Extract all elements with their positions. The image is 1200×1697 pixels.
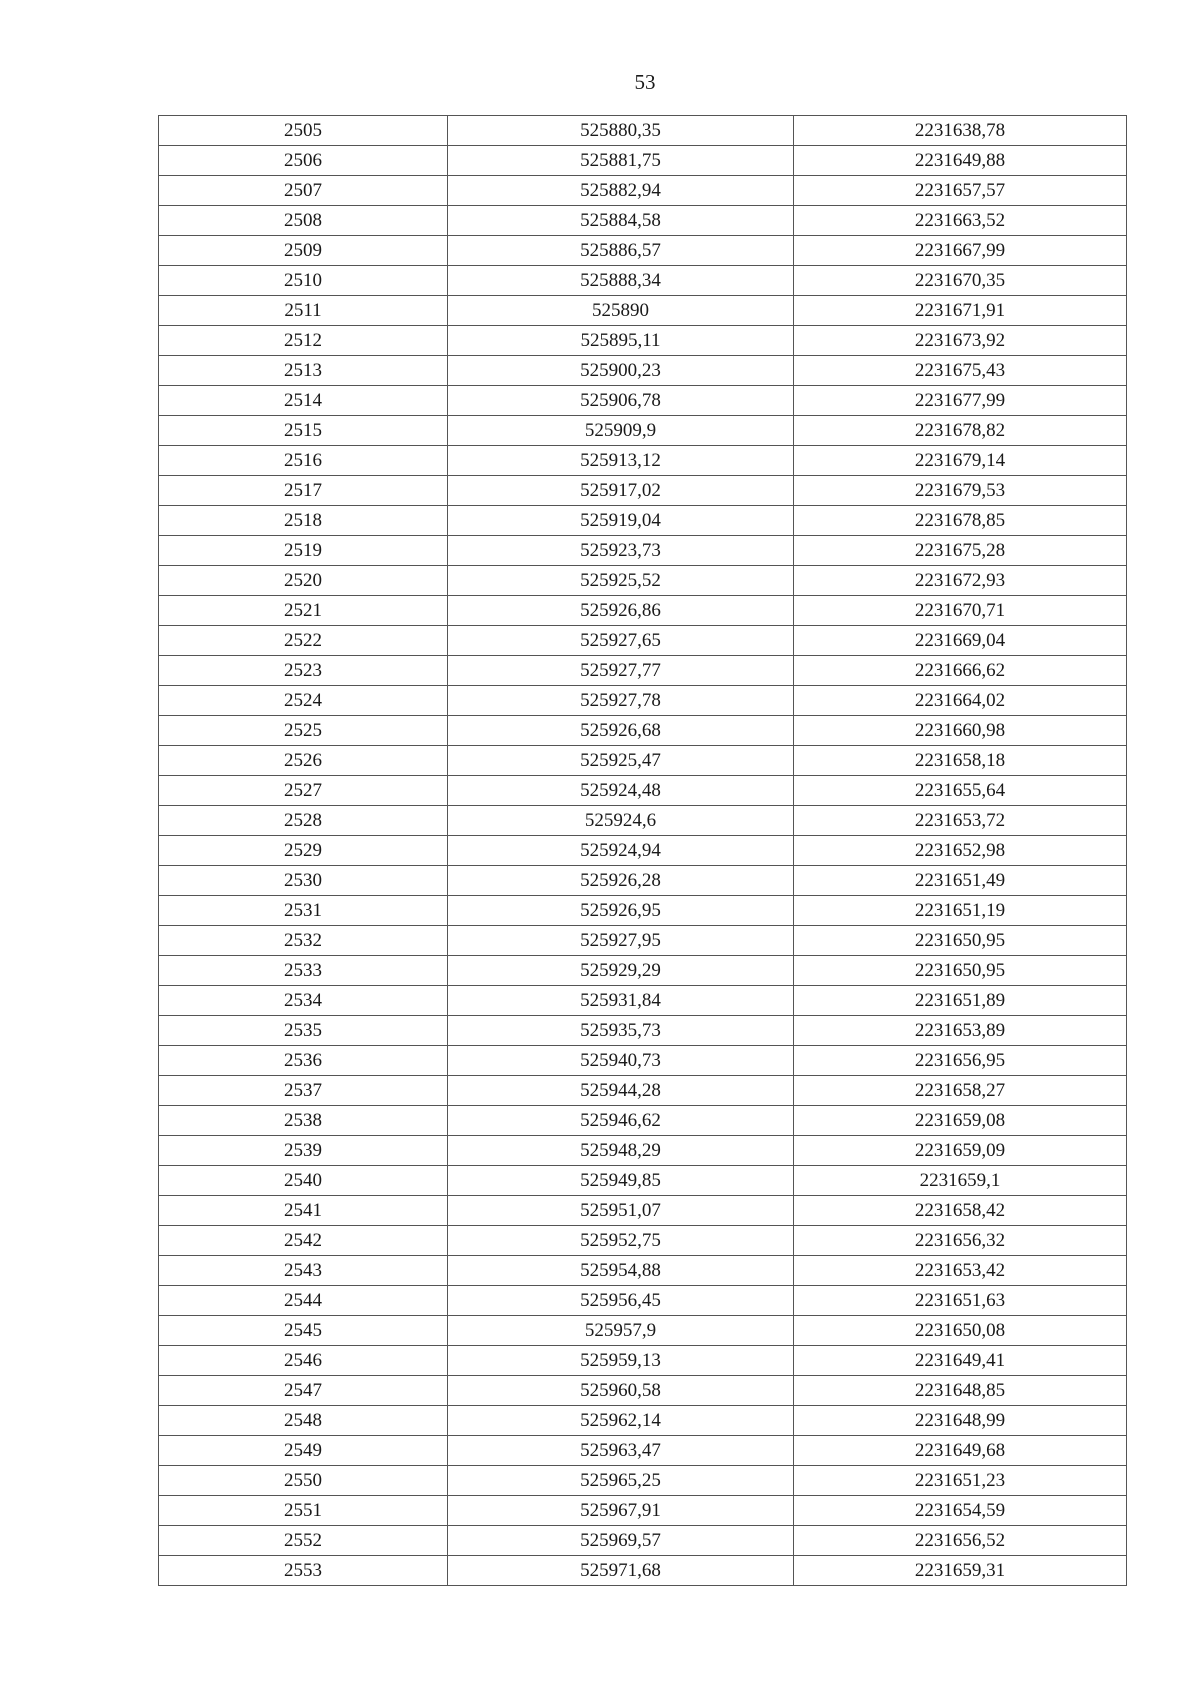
x-coordinate-cell: 525951,07 bbox=[448, 1196, 794, 1226]
x-coordinate-cell: 525927,78 bbox=[448, 686, 794, 716]
table-row bbox=[159, 1286, 1127, 1316]
point-number-cell: 2542 bbox=[159, 1226, 448, 1256]
coordinates-table-body bbox=[159, 116, 1127, 1586]
x-coordinate-cell: 525931,84 bbox=[448, 986, 794, 1016]
table-row bbox=[159, 1556, 1127, 1586]
y-coordinate-cell: 2231669,04 bbox=[794, 626, 1127, 656]
table-row bbox=[159, 1046, 1127, 1076]
x-coordinate-cell: 525913,12 bbox=[448, 446, 794, 476]
table-row bbox=[159, 506, 1127, 536]
x-coordinate-cell: 525946,62 bbox=[448, 1106, 794, 1136]
x-coordinate-cell: 525959,13 bbox=[448, 1346, 794, 1376]
page-number: 53 bbox=[634, 70, 656, 94]
table-row bbox=[159, 866, 1127, 896]
x-coordinate-cell: 525888,34 bbox=[448, 266, 794, 296]
x-coordinate-cell: 525962,14 bbox=[448, 1406, 794, 1436]
table-row bbox=[159, 566, 1127, 596]
point-number-cell: 2514 bbox=[159, 386, 448, 416]
y-coordinate-cell: 2231670,71 bbox=[794, 596, 1127, 626]
table-row bbox=[159, 1106, 1127, 1136]
table-row bbox=[159, 596, 1127, 626]
point-number-cell: 2540 bbox=[159, 1166, 448, 1196]
table-row bbox=[159, 1136, 1127, 1166]
point-number-cell: 2518 bbox=[159, 506, 448, 536]
point-number-cell: 2521 bbox=[159, 596, 448, 626]
x-coordinate-cell: 525929,29 bbox=[448, 956, 794, 986]
point-number-cell: 2532 bbox=[159, 926, 448, 956]
y-coordinate-cell: 2231655,64 bbox=[794, 776, 1127, 806]
table-row bbox=[159, 1436, 1127, 1466]
y-coordinate-cell: 2231651,19 bbox=[794, 896, 1127, 926]
point-number-cell: 2526 bbox=[159, 746, 448, 776]
point-number-cell: 2530 bbox=[159, 866, 448, 896]
x-coordinate-cell: 525967,91 bbox=[448, 1496, 794, 1526]
y-coordinate-cell: 2231663,52 bbox=[794, 206, 1127, 236]
y-coordinate-cell: 2231648,85 bbox=[794, 1376, 1127, 1406]
x-coordinate-cell: 525925,52 bbox=[448, 566, 794, 596]
x-coordinate-cell: 525924,6 bbox=[448, 806, 794, 836]
y-coordinate-cell: 2231666,62 bbox=[794, 656, 1127, 686]
point-number-cell: 2522 bbox=[159, 626, 448, 656]
y-coordinate-cell: 2231670,35 bbox=[794, 266, 1127, 296]
point-number-cell: 2511 bbox=[159, 296, 448, 326]
table-row bbox=[159, 806, 1127, 836]
y-coordinate-cell: 2231664,02 bbox=[794, 686, 1127, 716]
point-number-cell: 2549 bbox=[159, 1436, 448, 1466]
y-coordinate-cell: 2231659,31 bbox=[794, 1556, 1127, 1586]
table-row bbox=[159, 1226, 1127, 1256]
point-number-cell: 2517 bbox=[159, 476, 448, 506]
table-row bbox=[159, 896, 1127, 926]
x-coordinate-cell: 525884,58 bbox=[448, 206, 794, 236]
point-number-cell: 2548 bbox=[159, 1406, 448, 1436]
y-coordinate-cell: 2231651,63 bbox=[794, 1286, 1127, 1316]
x-coordinate-cell: 525960,58 bbox=[448, 1376, 794, 1406]
point-number-cell: 2529 bbox=[159, 836, 448, 866]
x-coordinate-cell: 525882,94 bbox=[448, 176, 794, 206]
y-coordinate-cell: 2231653,42 bbox=[794, 1256, 1127, 1286]
table-row bbox=[159, 1346, 1127, 1376]
point-number-cell: 2515 bbox=[159, 416, 448, 446]
table-row bbox=[159, 776, 1127, 806]
table-row bbox=[159, 1196, 1127, 1226]
point-number-cell: 2533 bbox=[159, 956, 448, 986]
x-coordinate-cell: 525927,95 bbox=[448, 926, 794, 956]
point-number-cell: 2531 bbox=[159, 896, 448, 926]
x-coordinate-cell: 525924,48 bbox=[448, 776, 794, 806]
x-coordinate-cell: 525935,73 bbox=[448, 1016, 794, 1046]
x-coordinate-cell: 525925,47 bbox=[448, 746, 794, 776]
x-coordinate-cell: 525895,11 bbox=[448, 326, 794, 356]
point-number-cell: 2523 bbox=[159, 656, 448, 686]
table-row bbox=[159, 416, 1127, 446]
y-coordinate-cell: 2231678,85 bbox=[794, 506, 1127, 536]
y-coordinate-cell: 2231658,18 bbox=[794, 746, 1127, 776]
x-coordinate-cell: 525949,85 bbox=[448, 1166, 794, 1196]
y-coordinate-cell: 2231653,72 bbox=[794, 806, 1127, 836]
x-coordinate-cell: 525965,25 bbox=[448, 1466, 794, 1496]
x-coordinate-cell: 525917,02 bbox=[448, 476, 794, 506]
x-coordinate-cell: 525926,95 bbox=[448, 896, 794, 926]
point-number-cell: 2538 bbox=[159, 1106, 448, 1136]
table-row bbox=[159, 1496, 1127, 1526]
x-coordinate-cell: 525954,88 bbox=[448, 1256, 794, 1286]
y-coordinate-cell: 2231648,99 bbox=[794, 1406, 1127, 1436]
point-number-cell: 2536 bbox=[159, 1046, 448, 1076]
point-number-cell: 2527 bbox=[159, 776, 448, 806]
table-row bbox=[159, 1316, 1127, 1346]
point-number-cell: 2524 bbox=[159, 686, 448, 716]
y-coordinate-cell: 2231654,59 bbox=[794, 1496, 1127, 1526]
x-coordinate-cell: 525969,57 bbox=[448, 1526, 794, 1556]
x-coordinate-cell: 525881,75 bbox=[448, 146, 794, 176]
point-number-cell: 2516 bbox=[159, 446, 448, 476]
x-coordinate-cell: 525924,94 bbox=[448, 836, 794, 866]
table-row bbox=[159, 1466, 1127, 1496]
y-coordinate-cell: 2231657,57 bbox=[794, 176, 1127, 206]
y-coordinate-cell: 2231659,09 bbox=[794, 1136, 1127, 1166]
table-row bbox=[159, 146, 1127, 176]
table-row bbox=[159, 956, 1127, 986]
y-coordinate-cell: 2231656,95 bbox=[794, 1046, 1127, 1076]
x-coordinate-cell: 525971,68 bbox=[448, 1556, 794, 1586]
table-row bbox=[159, 116, 1127, 146]
y-coordinate-cell: 2231677,99 bbox=[794, 386, 1127, 416]
point-number-cell: 2520 bbox=[159, 566, 448, 596]
point-number-cell: 2519 bbox=[159, 536, 448, 566]
table-row bbox=[159, 326, 1127, 356]
table-row bbox=[159, 206, 1127, 236]
y-coordinate-cell: 2231650,08 bbox=[794, 1316, 1127, 1346]
point-number-cell: 2553 bbox=[159, 1556, 448, 1586]
y-coordinate-cell: 2231671,91 bbox=[794, 296, 1127, 326]
y-coordinate-cell: 2231673,92 bbox=[794, 326, 1127, 356]
table-row bbox=[159, 926, 1127, 956]
table-row bbox=[159, 656, 1127, 686]
y-coordinate-cell: 2231658,27 bbox=[794, 1076, 1127, 1106]
table-row bbox=[159, 746, 1127, 776]
table-row bbox=[159, 446, 1127, 476]
point-number-cell: 2507 bbox=[159, 176, 448, 206]
x-coordinate-cell: 525906,78 bbox=[448, 386, 794, 416]
y-coordinate-cell: 2231650,95 bbox=[794, 956, 1127, 986]
y-coordinate-cell: 2231675,43 bbox=[794, 356, 1127, 386]
x-coordinate-cell: 525944,28 bbox=[448, 1076, 794, 1106]
point-number-cell: 2510 bbox=[159, 266, 448, 296]
y-coordinate-cell: 2231659,1 bbox=[794, 1166, 1127, 1196]
table-row bbox=[159, 1256, 1127, 1286]
point-number-cell: 2545 bbox=[159, 1316, 448, 1346]
table-row bbox=[159, 536, 1127, 566]
point-number-cell: 2537 bbox=[159, 1076, 448, 1106]
point-number-cell: 2552 bbox=[159, 1526, 448, 1556]
x-coordinate-cell: 525927,77 bbox=[448, 656, 794, 686]
table-row bbox=[159, 836, 1127, 866]
point-number-cell: 2543 bbox=[159, 1256, 448, 1286]
x-coordinate-cell: 525900,23 bbox=[448, 356, 794, 386]
x-coordinate-cell: 525909,9 bbox=[448, 416, 794, 446]
table-row bbox=[159, 236, 1127, 266]
x-coordinate-cell: 525963,47 bbox=[448, 1436, 794, 1466]
point-number-cell: 2547 bbox=[159, 1376, 448, 1406]
x-coordinate-cell: 525957,9 bbox=[448, 1316, 794, 1346]
y-coordinate-cell: 2231651,49 bbox=[794, 866, 1127, 896]
table-row bbox=[159, 626, 1127, 656]
point-number-cell: 2506 bbox=[159, 146, 448, 176]
point-number-cell: 2513 bbox=[159, 356, 448, 386]
table-row bbox=[159, 716, 1127, 746]
table-row bbox=[159, 296, 1127, 326]
table-row bbox=[159, 1016, 1127, 1046]
point-number-cell: 2512 bbox=[159, 326, 448, 356]
y-coordinate-cell: 2231638,78 bbox=[794, 116, 1127, 146]
y-coordinate-cell: 2231679,14 bbox=[794, 446, 1127, 476]
y-coordinate-cell: 2231667,99 bbox=[794, 236, 1127, 266]
y-coordinate-cell: 2231651,23 bbox=[794, 1466, 1127, 1496]
x-coordinate-cell: 525940,73 bbox=[448, 1046, 794, 1076]
y-coordinate-cell: 2231658,42 bbox=[794, 1196, 1127, 1226]
point-number-cell: 2541 bbox=[159, 1196, 448, 1226]
y-coordinate-cell: 2231656,32 bbox=[794, 1226, 1127, 1256]
table-row bbox=[159, 1376, 1127, 1406]
point-number-cell: 2505 bbox=[159, 116, 448, 146]
point-number-cell: 2509 bbox=[159, 236, 448, 266]
point-number-cell: 2539 bbox=[159, 1136, 448, 1166]
table-row bbox=[159, 686, 1127, 716]
x-coordinate-cell: 525926,68 bbox=[448, 716, 794, 746]
point-number-cell: 2550 bbox=[159, 1466, 448, 1496]
coordinates-table bbox=[158, 115, 1127, 1586]
y-coordinate-cell: 2231678,82 bbox=[794, 416, 1127, 446]
x-coordinate-cell: 525919,04 bbox=[448, 506, 794, 536]
point-number-cell: 2508 bbox=[159, 206, 448, 236]
y-coordinate-cell: 2231652,98 bbox=[794, 836, 1127, 866]
point-number-cell: 2528 bbox=[159, 806, 448, 836]
point-number-cell: 2525 bbox=[159, 716, 448, 746]
y-coordinate-cell: 2231650,95 bbox=[794, 926, 1127, 956]
table-row bbox=[159, 176, 1127, 206]
y-coordinate-cell: 2231672,93 bbox=[794, 566, 1127, 596]
y-coordinate-cell: 2231651,89 bbox=[794, 986, 1127, 1016]
y-coordinate-cell: 2231649,88 bbox=[794, 146, 1127, 176]
point-number-cell: 2546 bbox=[159, 1346, 448, 1376]
table-row bbox=[159, 1526, 1127, 1556]
point-number-cell: 2544 bbox=[159, 1286, 448, 1316]
point-number-cell: 2535 bbox=[159, 1016, 448, 1046]
table-row bbox=[159, 1166, 1127, 1196]
table-row bbox=[159, 1076, 1127, 1106]
x-coordinate-cell: 525890 bbox=[448, 296, 794, 326]
table-row bbox=[159, 386, 1127, 416]
x-coordinate-cell: 525880,35 bbox=[448, 116, 794, 146]
point-number-cell: 2551 bbox=[159, 1496, 448, 1526]
y-coordinate-cell: 2231656,52 bbox=[794, 1526, 1127, 1556]
table-row bbox=[159, 356, 1127, 386]
y-coordinate-cell: 2231649,41 bbox=[794, 1346, 1127, 1376]
y-coordinate-cell: 2231679,53 bbox=[794, 476, 1127, 506]
x-coordinate-cell: 525952,75 bbox=[448, 1226, 794, 1256]
x-coordinate-cell: 525956,45 bbox=[448, 1286, 794, 1316]
y-coordinate-cell: 2231649,68 bbox=[794, 1436, 1127, 1466]
point-number-cell: 2534 bbox=[159, 986, 448, 1016]
x-coordinate-cell: 525948,29 bbox=[448, 1136, 794, 1166]
table-row bbox=[159, 1406, 1127, 1436]
x-coordinate-cell: 525923,73 bbox=[448, 536, 794, 566]
x-coordinate-cell: 525926,28 bbox=[448, 866, 794, 896]
table-row bbox=[159, 986, 1127, 1016]
y-coordinate-cell: 2231653,89 bbox=[794, 1016, 1127, 1046]
table-row bbox=[159, 266, 1127, 296]
y-coordinate-cell: 2231659,08 bbox=[794, 1106, 1127, 1136]
y-coordinate-cell: 2231660,98 bbox=[794, 716, 1127, 746]
x-coordinate-cell: 525926,86 bbox=[448, 596, 794, 626]
y-coordinate-cell: 2231675,28 bbox=[794, 536, 1127, 566]
table-row bbox=[159, 476, 1127, 506]
x-coordinate-cell: 525886,57 bbox=[448, 236, 794, 266]
x-coordinate-cell: 525927,65 bbox=[448, 626, 794, 656]
